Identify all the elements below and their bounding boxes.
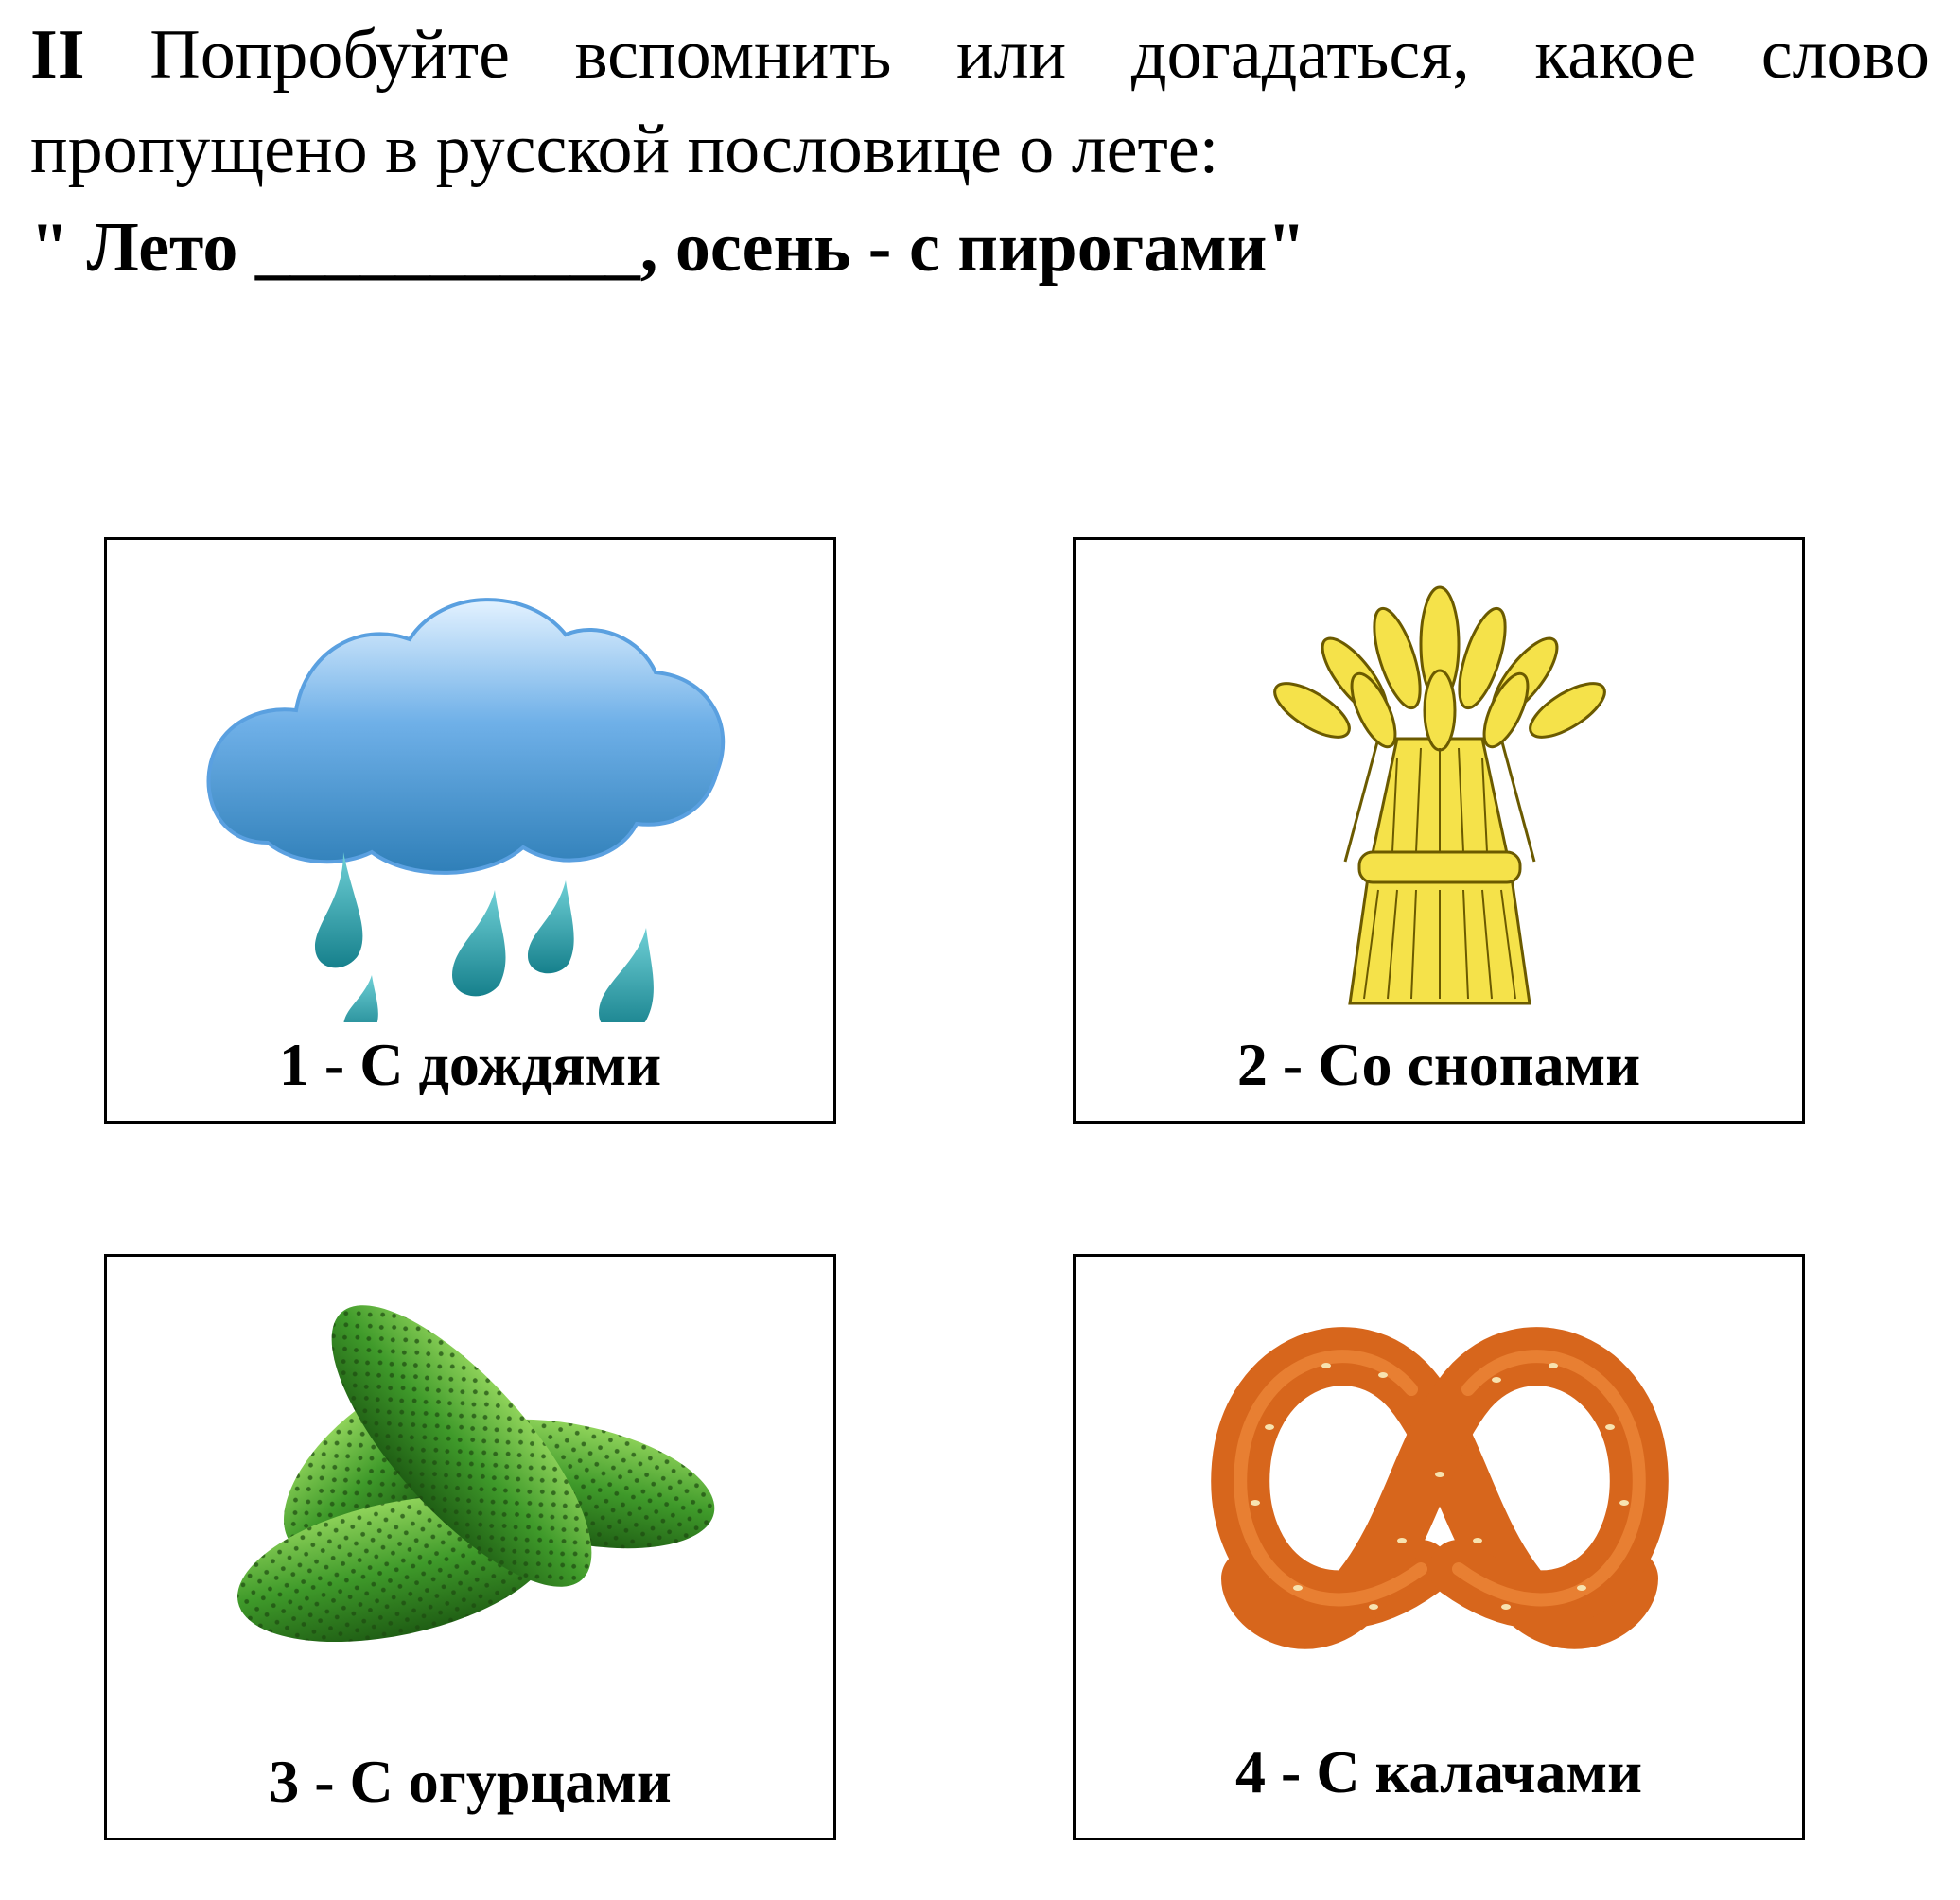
option-card-1[interactable] xyxy=(104,537,836,1124)
task-word: какое xyxy=(1534,16,1697,94)
task-word: или xyxy=(956,16,1067,94)
cucumbers-icon xyxy=(197,1285,764,1682)
option-label: 2 - Со снопами xyxy=(1236,1031,1641,1098)
task-line-1 xyxy=(30,8,1930,102)
task-word: вспомнить xyxy=(574,16,892,94)
option-label: 1 - С дождями xyxy=(278,1031,662,1098)
option-card-4[interactable] xyxy=(1073,1254,1805,1840)
option-card-2[interactable] xyxy=(1073,537,1805,1124)
option-label: 4 - С калачами xyxy=(1235,1738,1642,1805)
proverb: " Лето ___________, осень - с пирогами" xyxy=(30,209,1306,287)
task-word: слово xyxy=(1760,16,1930,94)
task-word: догадаться, xyxy=(1130,16,1470,94)
wheat-sheaf-icon xyxy=(1255,568,1624,1013)
task-number: II xyxy=(30,16,85,94)
task-line-2: пропущено в русской пословице о лете: xyxy=(30,111,1219,188)
rain-cloud-icon xyxy=(201,568,731,1022)
option-label: 3 - С огурцами xyxy=(269,1748,672,1815)
option-card-3[interactable] xyxy=(104,1254,836,1840)
task-word: Попробуйте xyxy=(149,16,510,94)
pretzel-icon xyxy=(1184,1285,1695,1730)
